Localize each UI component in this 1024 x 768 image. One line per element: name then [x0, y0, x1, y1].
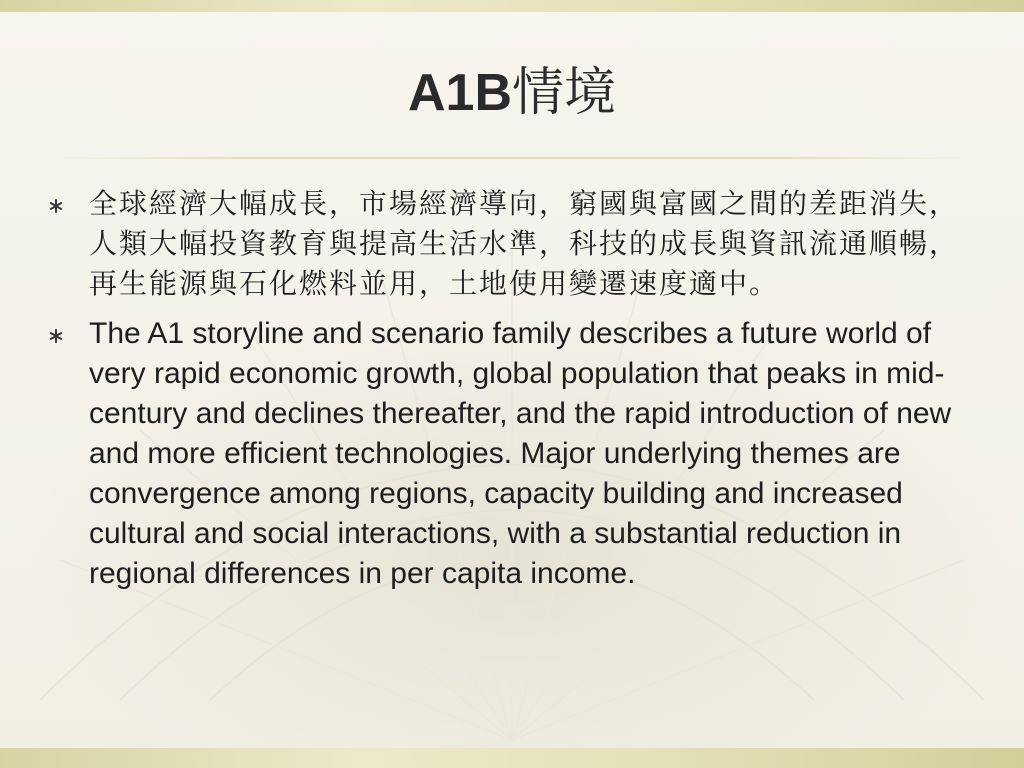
bullet-text: 全球經濟大幅成長，市場經濟導向，窮國與富國之間的差距消失，人類大幅投資教育與提高生活水準，科技的成長與資訊流通順暢，再生能源與石化燃料並用，土地使用變遷速度適中。 — [89, 187, 960, 300]
bullet-list — [48, 184, 978, 604]
asterisk-bullet-icon — [48, 198, 64, 214]
title-cjk: 情境 — [512, 63, 617, 123]
top-decorative-band — [0, 0, 1024, 12]
bullet-text: The A1 storyline and scenario family describes a future world of very rapid economic growth, global population that peaks in mid-century and declines thereafter, and the rapid introduction of new and more efficient technologies. Major underlying themes are convergence among regions, capacity building and increased cultural and social interactions, with a substantial reduction in regional differences in per capita income. — [89, 317, 952, 590]
slide-title — [0, 58, 1024, 128]
bullet-item-english — [48, 314, 978, 594]
asterisk-bullet-icon — [48, 328, 64, 344]
title-divider — [50, 157, 974, 159]
bottom-decorative-band — [0, 748, 1024, 768]
bullet-item-chinese — [48, 184, 978, 304]
title-latin: A1B — [407, 64, 512, 122]
